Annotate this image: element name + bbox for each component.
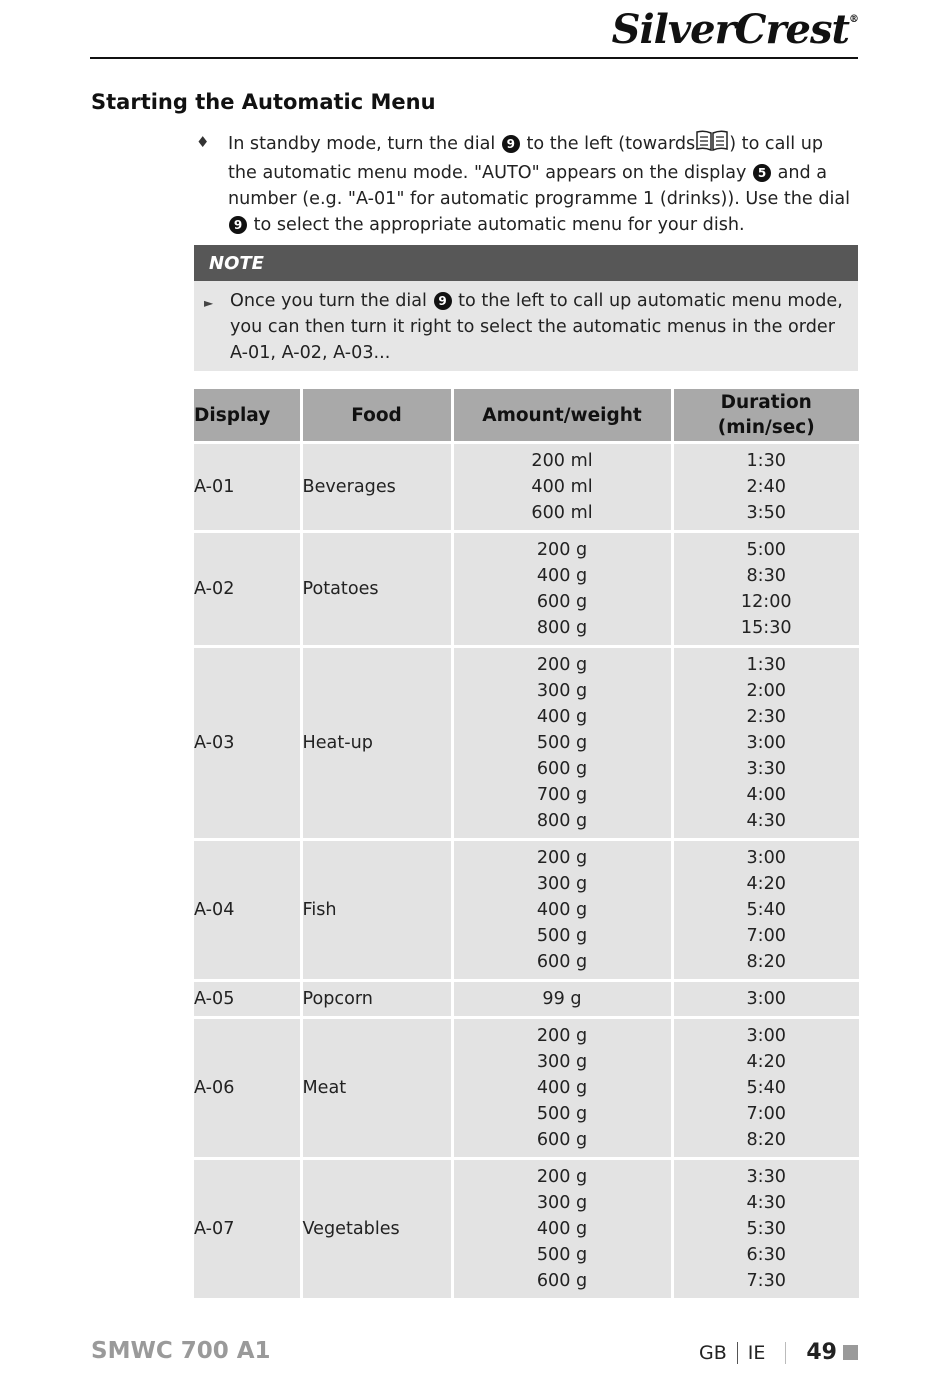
footer-divider (737, 1342, 738, 1364)
cell-duration (672, 1159, 859, 1300)
cell-duration (672, 532, 859, 647)
cell-food: Popcorn (301, 981, 452, 1018)
footer-model-name: SMWC 700 A1 (91, 1338, 271, 1364)
amount-value: 300 g (536, 681, 588, 701)
cell-food: Heat-up (301, 647, 452, 840)
duration-value: 3:50 (746, 503, 786, 523)
cell-duration (672, 647, 859, 840)
amount-value: 400 g (536, 1219, 588, 1239)
header-rule (90, 57, 858, 59)
cell-display: A-05 (194, 981, 301, 1018)
amount-value: 200 g (536, 848, 588, 868)
display-number-badge: 5 (753, 164, 771, 182)
amount-value: 800 g (536, 618, 588, 638)
dial-number-badge: 9 (502, 135, 520, 153)
duration-value: 2:00 (746, 681, 786, 701)
duration-value: 7:30 (746, 1271, 786, 1291)
amount-value: 500 g (536, 1245, 588, 1265)
duration-value: 3:00 (746, 848, 786, 868)
duration-value: 7:00 (746, 926, 786, 946)
dial-number-badge: 9 (434, 292, 452, 310)
cell-amount (452, 981, 672, 1018)
cell-duration (672, 840, 859, 981)
duration-value: 1:30 (746, 451, 786, 471)
amount-value: 500 g (536, 733, 588, 753)
duration-value: 4:20 (746, 1052, 786, 1072)
amount-value: 200 ml (531, 451, 593, 471)
footer-divider (785, 1342, 786, 1364)
amount-value: 600 g (536, 592, 588, 612)
cell-display: A-06 (194, 1018, 301, 1159)
duration-value: 4:30 (746, 1193, 786, 1213)
duration-value: 8:20 (746, 1130, 786, 1150)
footer-lang-ie: IE (747, 1341, 766, 1364)
duration-value: 7:00 (746, 1104, 786, 1124)
duration-value: 8:20 (746, 952, 786, 972)
note-body: ► Once you turn the dial 9 to the left to call up automatic menu mode, you can then turn it right to select the automatic menus in the order A-01, A-02, A-03... (204, 291, 843, 363)
table-row (194, 532, 859, 647)
note-box (194, 245, 858, 371)
duration-value: 15:30 (740, 618, 792, 638)
amount-value: 200 g (536, 1026, 588, 1046)
amount-value: 200 g (536, 540, 588, 560)
duration-value: 3:30 (746, 1167, 786, 1187)
cell-food: Meat (301, 1018, 452, 1159)
duration-value: 12:00 (740, 592, 792, 612)
header-food: Food (301, 389, 452, 443)
duration-value: 3:00 (746, 989, 786, 1009)
cell-amount (452, 1159, 672, 1300)
cell-duration (672, 1018, 859, 1159)
registered-mark: ® (849, 14, 858, 25)
page-marker-square (843, 1345, 858, 1360)
duration-value: 5:40 (746, 1078, 786, 1098)
amount-value: 300 g (536, 874, 588, 894)
amount-value: 300 g (536, 1193, 588, 1213)
duration-value: 5:40 (746, 900, 786, 920)
duration-value: 8:30 (746, 566, 786, 586)
amount-value: 600 g (536, 1130, 588, 1150)
amount-value: 500 g (536, 926, 588, 946)
amount-value: 400 g (536, 1078, 588, 1098)
amount-value: 400 g (536, 566, 588, 586)
dial-number-badge: 9 (229, 216, 247, 234)
note-arrow-icon: ► (204, 296, 214, 310)
amount-value: 600 g (536, 952, 588, 972)
duration-value: 3:00 (746, 1026, 786, 1046)
amount-value: 300 g (536, 1052, 588, 1072)
duration-value: 3:30 (746, 759, 786, 779)
cell-duration (672, 981, 859, 1018)
amount-value: 800 g (536, 811, 588, 831)
duration-value: 2:30 (746, 707, 786, 727)
amount-value: 99 g (542, 989, 582, 1009)
page-number: 49 (806, 1340, 837, 1365)
brand-logo: SilverCrest® (611, 6, 858, 53)
footer-lang-gb: GB (699, 1341, 727, 1364)
cell-amount (452, 443, 672, 532)
cell-food: Fish (301, 840, 452, 981)
table-row (194, 1018, 859, 1159)
cell-display: A-02 (194, 532, 301, 647)
duration-value: 5:00 (746, 540, 786, 560)
duration-value: 2:40 (746, 477, 786, 497)
table-row (194, 981, 859, 1018)
duration-value: 1:30 (746, 655, 786, 675)
cell-food: Beverages (301, 443, 452, 532)
automatic-menu-book-icon (695, 130, 729, 160)
cell-display: A-04 (194, 840, 301, 981)
automatic-menu-table (194, 389, 859, 1301)
table-row (194, 840, 859, 981)
cell-display: A-07 (194, 1159, 301, 1300)
bullet-diamond-icon: ♦ (196, 133, 210, 151)
cell-amount (452, 1018, 672, 1159)
amount-value: 200 g (536, 1167, 588, 1187)
header-duration: Duration (min/sec) (672, 389, 859, 443)
cell-amount (452, 647, 672, 840)
duration-value: 3:00 (746, 733, 786, 753)
amount-value: 200 g (536, 655, 588, 675)
footer-page-info (699, 1340, 858, 1365)
cell-duration (672, 443, 859, 532)
cell-amount (452, 840, 672, 981)
amount-value: 500 g (536, 1104, 588, 1124)
table-row (194, 647, 859, 840)
cell-display: A-03 (194, 647, 301, 840)
cell-display: A-01 (194, 443, 301, 532)
cell-amount (452, 532, 672, 647)
amount-value: 600 g (536, 1271, 588, 1291)
header-amount: Amount/weight (452, 389, 672, 443)
cell-food: Vegetables (301, 1159, 452, 1300)
amount-value: 600 ml (531, 503, 593, 523)
duration-value: 4:20 (746, 874, 786, 894)
intro-paragraph: In standby mode, turn the dial 9 to the left (towards ) to call up the automatic menu mode. "AUTO" appears on the display 5 and a number (e.g. "A-01" for automatic programme 1 (drinks)). Use the dial 9 to select the appropriate automatic menu for your dish. (228, 130, 853, 238)
note-heading: NOTE (194, 245, 858, 281)
amount-value: 400 ml (531, 477, 593, 497)
table-row (194, 443, 859, 532)
amount-value: 700 g (536, 785, 588, 805)
table-header-row (194, 389, 859, 443)
amount-value: 600 g (536, 759, 588, 779)
header-display: Display (194, 389, 301, 443)
duration-value: 5:30 (746, 1219, 786, 1239)
amount-value: 400 g (536, 707, 588, 727)
table-row (194, 1159, 859, 1300)
duration-value: 4:00 (746, 785, 786, 805)
amount-value: 400 g (536, 900, 588, 920)
duration-value: 4:30 (746, 811, 786, 831)
section-title: Starting the Automatic Menu (91, 90, 436, 114)
cell-food: Potatoes (301, 532, 452, 647)
duration-value: 6:30 (746, 1245, 786, 1265)
